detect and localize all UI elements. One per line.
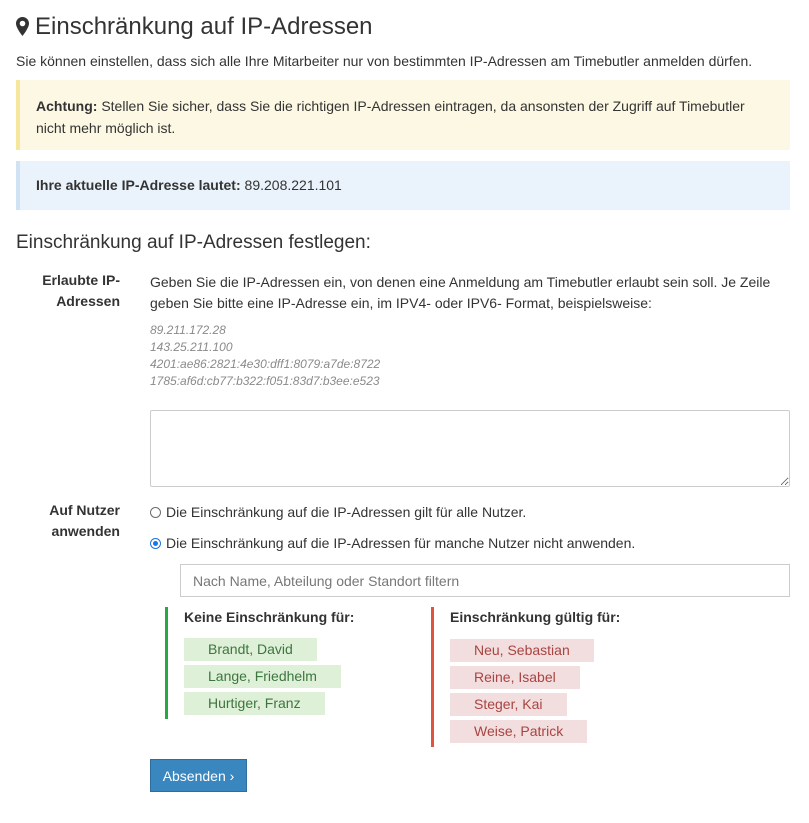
ip-example: 143.25.211.100 <box>150 340 233 354</box>
restriction-list <box>431 607 621 747</box>
user-chip[interactable]: Steger, Kai <box>450 693 567 716</box>
radio-all-users-label[interactable]: Die Einschränkung auf die IP-Adressen gilt für alle Nutzer. <box>166 504 527 520</box>
user-chip[interactable]: Neu, Sebastian <box>450 639 594 662</box>
apply-users-label-line1: Auf Nutzer <box>49 502 120 518</box>
apply-users-label <box>16 500 120 542</box>
no-restriction-title: Keine Einschränkung für: <box>184 609 355 625</box>
ip-field-label-line2: Adressen <box>56 293 120 309</box>
section-title: Einschränkung auf IP-Adressen festlegen: <box>16 232 371 253</box>
submit-button[interactable]: Absenden › <box>150 759 247 792</box>
user-chip[interactable]: Weise, Patrick <box>450 720 587 743</box>
user-chip[interactable]: Hurtiger, Franz <box>184 692 325 715</box>
radio-option-all-users[interactable] <box>150 503 526 521</box>
restriction-title: Einschränkung gültig für: <box>450 609 621 625</box>
apply-users-label-line2: anwenden <box>51 523 120 539</box>
ip-example: 89.211.172.28 <box>150 323 226 337</box>
user-chip[interactable]: Reine, Isabel <box>450 666 580 689</box>
ip-field-label <box>16 270 120 312</box>
map-marker-icon <box>16 14 29 44</box>
user-chip[interactable]: Brandt, David <box>184 638 317 661</box>
ip-addresses-textarea[interactable] <box>150 410 790 487</box>
info-alert <box>16 161 790 210</box>
ip-field-label-line1: Erlaubte IP- <box>42 272 120 288</box>
page-title <box>16 12 373 44</box>
page-title-text: Einschränkung auf IP-Adressen <box>35 13 373 40</box>
radio-option-some-users[interactable] <box>150 534 635 552</box>
warning-text: Stellen Sie sicher, dass Sie die richtigen IP-Adressen eintragen, da ansonsten der Zugriff auf Timebutler nicht mehr möglich ist. <box>36 98 745 136</box>
current-ip-value: 89.208.221.101 <box>240 177 342 193</box>
user-filter-input[interactable] <box>180 564 790 597</box>
radio-all-users[interactable] <box>150 507 161 518</box>
intro-text: Sie können einstellen, dass sich alle Ihre Mitarbeiter nur von bestimmten IP-Adressen am Timebutler anmelden dürfen. <box>16 53 753 69</box>
user-chip[interactable]: Lange, Friedhelm <box>184 665 341 688</box>
warning-alert <box>16 80 790 150</box>
warning-bold: Achtung: <box>36 98 98 114</box>
ip-example: 1785:af6d:cb77:b322:f051:83d7:b3ee:e523 <box>150 374 380 388</box>
radio-some-users-label[interactable]: Die Einschränkung auf die IP-Adressen für manche Nutzer nicht anwenden. <box>166 535 636 551</box>
ip-example: 4201:ae86:2821:4e30:dff1:8079:a7de:8722 <box>150 357 381 371</box>
radio-some-users[interactable] <box>150 538 161 549</box>
no-restriction-list <box>165 607 355 719</box>
ip-examples <box>150 322 380 390</box>
current-ip-label: Ihre aktuelle IP-Adresse lautet: <box>36 177 241 193</box>
ip-help-text: Geben Sie die IP-Adressen ein, von denen eine Anmeldung am Timebutler erlaubt sein soll. Je Zeile geben Sie bitte eine IP-Adresse ein, im IPV4- oder IPV6- Format, beispielsweise: <box>150 274 771 311</box>
